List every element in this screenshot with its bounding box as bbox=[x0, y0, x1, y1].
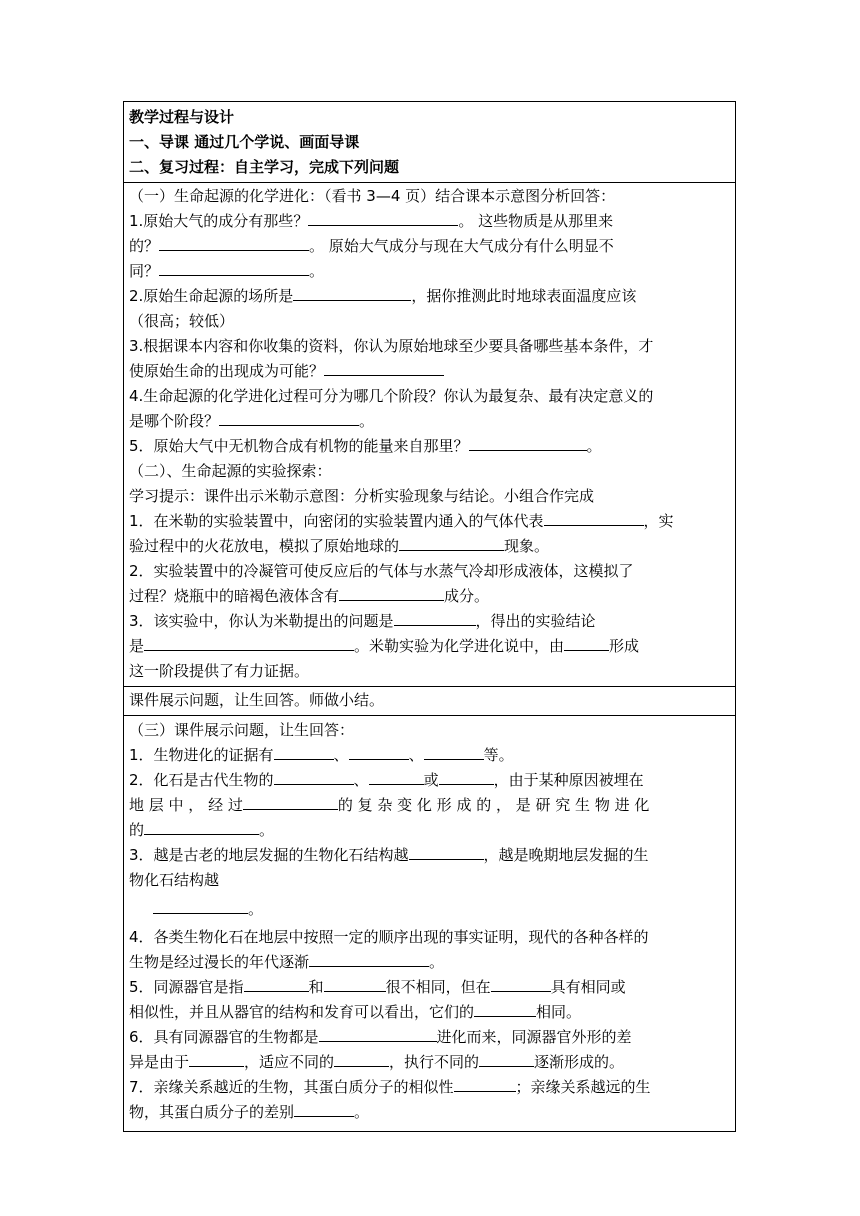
answer-blank[interactable] bbox=[293, 285, 411, 301]
part2-heading: （二）、生命起源的实验探索： bbox=[129, 462, 332, 480]
answer-blank[interactable] bbox=[394, 610, 476, 626]
answer-blank[interactable] bbox=[439, 769, 494, 785]
part3-q2-line1: 2．化石是古代生物的 、 或 ，由于某种原因被埋在 bbox=[129, 771, 644, 789]
part-one-two-section bbox=[124, 183, 735, 687]
part2-hint: 学习提示：课件出示米勒示意图：分析实验现象与结论。小组合作完成 bbox=[129, 487, 595, 505]
part3-q7-line1: 7．亲缘关系越近的生物，其蛋白质分子的相似性 ；亲缘关系越远的生 bbox=[129, 1078, 651, 1096]
answer-blank[interactable] bbox=[564, 635, 609, 651]
answer-blank[interactable] bbox=[153, 898, 248, 914]
answer-blank[interactable] bbox=[454, 1076, 516, 1092]
part1-q2-line1: 2.原始生命起源的场所是 ，据你推测此时地球表面温度应该 bbox=[129, 287, 637, 305]
part3-heading: （三）课件展示问题，让生回答： bbox=[129, 721, 355, 739]
answer-blank[interactable] bbox=[479, 1051, 534, 1067]
part2-q3-line1: 3．该实验中，你认为米勒提出的问题是 ，得出的实验结论 bbox=[129, 612, 596, 630]
answer-blank[interactable] bbox=[339, 585, 444, 601]
answer-blank[interactable] bbox=[349, 744, 409, 760]
answer-blank[interactable] bbox=[308, 210, 458, 226]
part-three-section bbox=[124, 716, 735, 1131]
answer-blank[interactable] bbox=[544, 510, 644, 526]
part3-q3-line1: 3．越是古老的地层发掘的生物化石结构越 ，越是晚期地层发掘的生 bbox=[129, 846, 649, 864]
part3-q3-line2: 物化石结构越 bbox=[129, 871, 220, 889]
answer-blank[interactable] bbox=[219, 410, 359, 426]
part1-q3-line1: 3.根据课本内容和你收集的资料，你认为原始地球至少要具备哪些基本条件，才 bbox=[129, 337, 654, 355]
part1-q1-line2: 的？ 。 原始大气成分与现在大气成分有什么明显不 bbox=[129, 237, 614, 255]
section-title: 教学过程与设计 bbox=[129, 108, 235, 126]
answer-blank[interactable] bbox=[159, 235, 309, 251]
answer-blank[interactable] bbox=[469, 435, 587, 451]
answer-blank[interactable] bbox=[144, 819, 259, 835]
answer-blank[interactable] bbox=[491, 976, 551, 992]
part2-q3-line2: 是 。米勒实验为化学进化说中，由 形成 bbox=[129, 637, 640, 655]
answer-blank[interactable] bbox=[369, 769, 424, 785]
summary-section bbox=[124, 687, 735, 716]
part3-q2-line3: 的 。 bbox=[129, 821, 275, 839]
answer-blank[interactable] bbox=[144, 635, 354, 651]
part1-q2-line2: （很高；较低） bbox=[129, 312, 235, 330]
answer-blank[interactable] bbox=[309, 951, 429, 967]
intro-line: 一、导课 通过几个学说、画面导课 bbox=[129, 133, 360, 151]
answer-blank[interactable] bbox=[189, 1051, 244, 1067]
part3-q3-line3: 。 bbox=[129, 893, 730, 925]
part2-q3-line3: 这一阶段提供了有力证据。 bbox=[129, 662, 310, 680]
part1-q4-line2: 是哪个阶段？ 。 bbox=[129, 412, 375, 430]
answer-blank[interactable] bbox=[424, 744, 484, 760]
part2-q2-line1: 2．实验装置中的冷凝管可使反应后的气体与水蒸气冷却形成液体，这模拟了 bbox=[129, 562, 634, 580]
part1-q3-line2: 使原始生命的出现成为可能？ bbox=[129, 359, 730, 384]
answer-blank[interactable] bbox=[324, 360, 444, 376]
answer-blank[interactable] bbox=[334, 1051, 389, 1067]
answer-blank[interactable] bbox=[243, 794, 338, 810]
answer-blank[interactable] bbox=[294, 1101, 354, 1117]
part3-q6-line1: 6．具有同源器官的生物都是 进化而来，同源器官外形的差 bbox=[129, 1028, 632, 1046]
part3-q5-line1: 5．同源器官是指 和 很不相同，但在 具有相同或 bbox=[129, 978, 626, 996]
part1-q1-line3: 同？ 。 bbox=[129, 262, 325, 280]
part3-q4-line2: 生物是经过漫长的年代逐渐 。 bbox=[129, 953, 445, 971]
answer-blank[interactable] bbox=[399, 535, 504, 551]
part2-q1-line2: 验过程中的火花放电，模拟了原始地球的 现象。 bbox=[129, 537, 550, 555]
part3-q4-line1: 4．各类生物化石在地层中按照一定的顺序出现的事实证明，现代的各种各样的 bbox=[129, 928, 649, 946]
part2-q2-line2: 过程？烧瓶中的暗褐色液体含有 成分。 bbox=[129, 587, 490, 605]
answer-blank[interactable] bbox=[244, 976, 309, 992]
part3-q5-line2: 相似性，并且从器官的结构和发育可以看出，它们的 相同。 bbox=[129, 1003, 582, 1021]
part3-q7-line2: 物，其蛋白质分子的差别 。 bbox=[129, 1103, 370, 1121]
summary-text: 课件展示问题，让生回答。师做小结。 bbox=[129, 691, 385, 709]
review-line: 二、复习过程：自主学习，完成下列问题 bbox=[129, 158, 400, 176]
header-section bbox=[124, 102, 735, 183]
lesson-table bbox=[123, 101, 736, 1132]
answer-blank[interactable] bbox=[324, 976, 386, 992]
part3-q6-line2: 异是由于 ，适应不同的 ，执行不同的 逐渐形成的。 bbox=[129, 1053, 625, 1071]
answer-blank[interactable] bbox=[159, 260, 309, 276]
answer-blank[interactable] bbox=[474, 1001, 536, 1017]
part1-q1-line1: 1.原始大气的成分有那些？ 。 这些物质是从那里来 bbox=[129, 212, 614, 230]
answer-blank[interactable] bbox=[274, 769, 354, 785]
part3-q2-line2: 地 层 中 ， 经 过 的 复 杂 变 化 形 成 的 ， 是 研 究 生 物 进 化 bbox=[129, 796, 650, 814]
answer-blank[interactable] bbox=[319, 1026, 437, 1042]
part1-q4-line1: 4.生命起源的化学进化过程可分为哪几个阶段？你认为最复杂、最有决定意义的 bbox=[129, 387, 654, 405]
part1-q5-line: 5．原始大气中无机物合成有机物的能量来自那里？ 。 bbox=[129, 437, 602, 455]
part1-heading: （一）生命起源的化学进化：（看书 3—4 页）结合课本示意图分析回答： bbox=[129, 187, 616, 205]
answer-blank[interactable] bbox=[409, 844, 484, 860]
answer-blank[interactable] bbox=[274, 744, 334, 760]
part3-q1-line: 1．生物进化的证据有 、 、 等。 bbox=[129, 746, 514, 764]
part2-q1-line1: 1．在米勒的实验装置中，向密闭的实验装置内通入的气体代表 ，实 bbox=[129, 512, 674, 530]
